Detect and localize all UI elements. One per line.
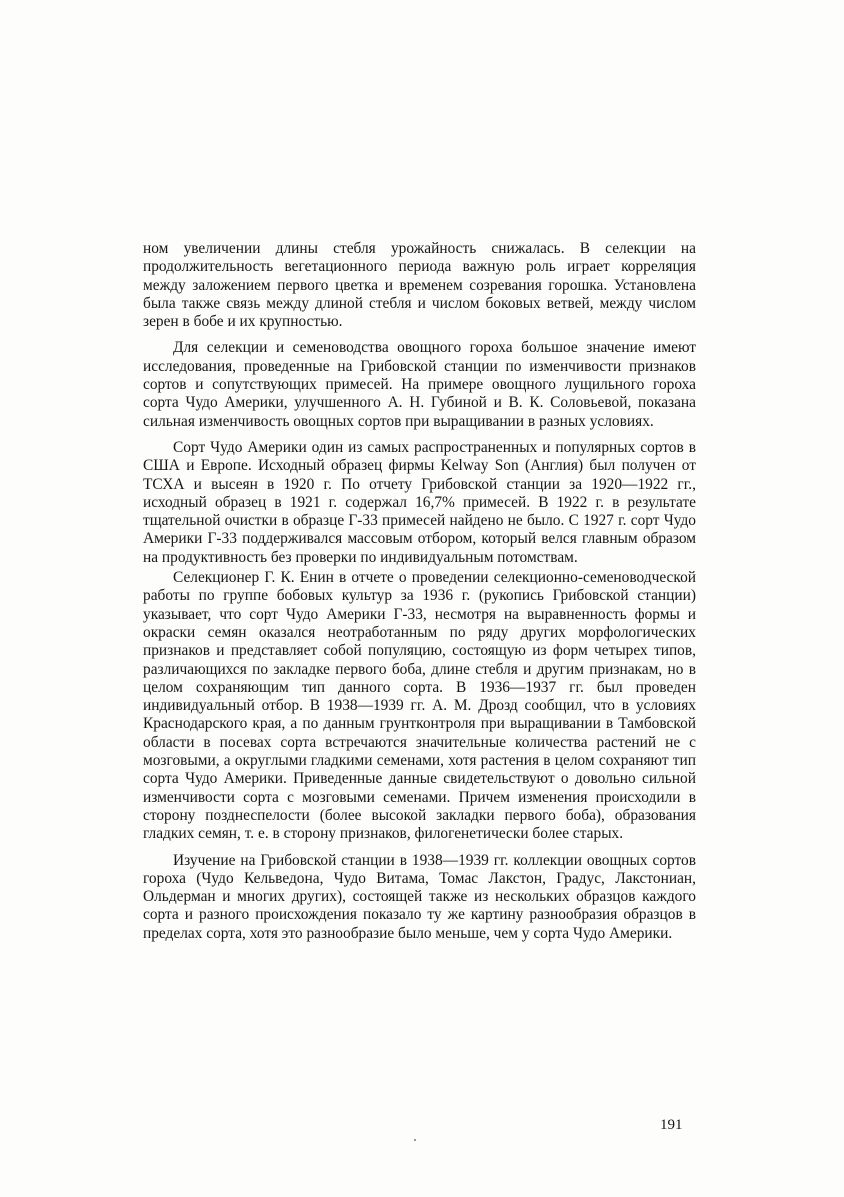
page-number: 191	[660, 1117, 683, 1133]
body-text	[143, 240, 696, 945]
paragraph-2: Для селекции и семеноводства овощного гороха большое значение имеют исследования, проведенные на Грибовской станции по изменчивости признаков сортов и сопутствующих примесей. На примере овощного лущильного гороха сорта Чудо Америки, улучшенного А. Н. Губиной и В. К. Соловьевой, показана сильная изменчивость овощных сортов при выращивании в разных условиях.	[143, 339, 696, 430]
paragraph-1: ном увеличении длины стебля урожайность снижалась. В селекции на продолжительность вегетационного периода важную роль играет корреляция между заложением первого цветка и временем созревания горошка. Установлена была также связь между длиной стебля и числом боковых ветвей, между числом зерен в бобе и их крупностью.	[143, 240, 696, 331]
scan-speck	[414, 1139, 416, 1141]
paragraph-4: Селекционер Г. К. Енин в отчете о проведении селекционно-семеноводческой работы по группе бобовых культур за 1936 г. (рукопись Грибовской станции) указывает, что сорт Чудо Америки Г-33, несмотря на выравненность формы и окраски семян оказался неотработанным по ряду других морфологических признаков и представляет собой популяцию, состоящую из форм четырех типов, различающихся по закладке первого боба, длине стебля и другим признакам, но в целом сохраняющим тип данного сорта. В 1936—1937 гг. был проведен индивидуальный отбор. В 1938—1939 гг. А. М. Дрозд сообщил, что в условиях Краснодарского края, а по данным грунтконтроля при выращивании в Тамбовской области в посевах сорта встречаются значительные количества растений не с мозговыми, а округлыми гладкими семенами, хотя растения в целом сохраняют тип сорта Чудо Америки. Приведенные данные свидетельствуют о довольно сильной изменчивости сорта с мозговыми семенами. Причем изменения происходили в сторону позднеспелости (более высокой закладки первого боба), образования гладких семян, т. е. в сторону признаков, филогенетически более старых.	[143, 569, 696, 843]
paragraph-3: Сорт Чудо Америки один из самых распространенных и популярных сортов в США и Европе. Исходный образец фирмы Kelway Son (Англия) был получен от ТСХА и высеян в 1920 г. По отчету Грибовской станции за 1920—1922 гг., исходный образец в 1921 г. содержал 16,7% примесей. В 1922 г. в результате тщательной очистки в образце Г-33 примесей найдено не было. С 1927 г. сорт Чудо Америки Г-33 поддерживался массовым отбором, который велся главным образом на продуктивность без проверки по индивидуальным потомствам.	[143, 438, 696, 566]
paragraph-5: Изучение на Грибовской станции в 1938—1939 гг. коллекции овощных сортов гороха (Чудо Кельведона, Чудо Витама, Томас Лакстон, Градус, Лакстониан, Ольдерман и многих других), состоящей также из нескольких образцов каждого сорта и разного происхождения показало ту же картину разнообразия образцов в пределах сорта, хотя это разнообразие было меньше, чем у сорта Чудо Америки.	[143, 851, 696, 942]
